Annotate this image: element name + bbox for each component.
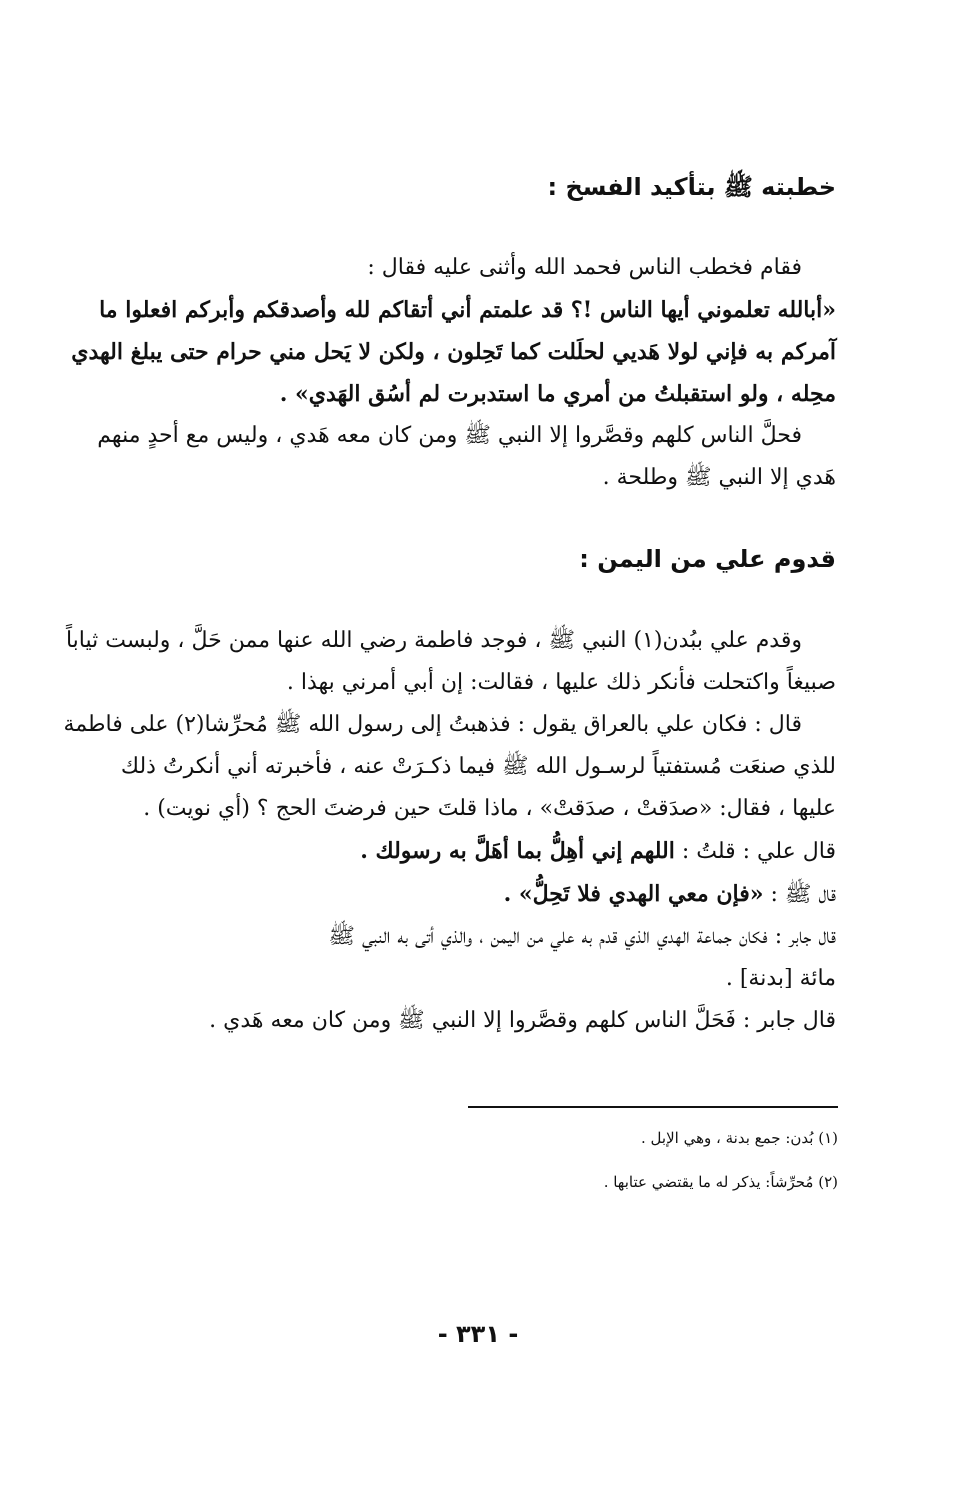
section-heading-sermon: خطبته ﷺ بتأكيد الفسخ : [547, 173, 836, 201]
quote-text: «فإن معي الهدي فلا تَحِلُّ» . [503, 881, 764, 907]
text-line [124, 830, 836, 873]
text-line: قال جابر : فكان جماعة الهدي الذي قدم به علي من اليمن ، والذي أتى به النبي ﷺ [328, 924, 836, 949]
footnote-divider [468, 1106, 838, 1108]
text-line: عليها ، فقال: «صدَقتْ ، صدَقتْ» ، ماذا قلتَ حين فرضتَ الحج ؟ (أي نويت) . [143, 796, 836, 821]
line-prefix: قال علي : قلتُ : [674, 839, 836, 864]
text-line [124, 873, 836, 916]
text-line: فحلَّ الناس كلهم وقصَّروا إلا النبي ﷺ ومن كان معه هَدي ، وليس مع أحدٍ منهم [97, 423, 802, 448]
text-line: هَدي إلا النبي ﷺ وطلحة . [602, 465, 836, 490]
text-line: للذي صنعَت مُستفتياً لرسـول الله ﷺ فيما ذكـرَتْ عنه ، فأخبرته أني أنكرتُ ذلك [120, 754, 836, 779]
quote-line: آمركم به فإني لولا هَديي لحلَلت كما تَحِلون ، ولكن لا يَحل مني حرام حتى يبلغ الهدي [71, 339, 836, 365]
ali-paragraphs [63, 620, 836, 1042]
line-prefix: قال ﷺ : [763, 882, 836, 907]
footnote-1: (١) بُدن: جمع بدنة ، وهي الإبل . [641, 1129, 838, 1147]
quote-text: اللهم إني أهِلُّ بما أهَلَّ به رسولك . [360, 838, 675, 864]
text-line: قال : فكان علي بالعراق يقول : فذهبتُ إلى رسول الله ﷺ مُحرِّشا(٢) على فاطمة [63, 712, 802, 737]
sermon-paragraph [71, 247, 836, 499]
text-line: قال جابر : فَحَلَّ الناس كلهم وقصَّروا إلا النبي ﷺ ومن كان معه هَدي . [209, 1008, 836, 1033]
text-line: صبيغاً واكتحلت فأنكر ذلك عليها ، فقالت: إن أبي أمرني بهذا . [286, 670, 836, 695]
section-heading-ali: قدوم علي من اليمن : [579, 545, 836, 573]
intro-line: فقام فخطب الناس فحمد الله وأثنى عليه فقال : [367, 255, 802, 280]
text-line: وقدم علي ببُدن(١) النبي ﷺ ، فوجد فاطمة رضي الله عنها ممن حَلَّ ، ولبست ثياباً [65, 628, 802, 653]
footnote-2: (٢) مُحرِّشاً: يذكر له ما يقتضي عتابها . [603, 1173, 838, 1191]
page-number: - ٣٣١ - [437, 1320, 519, 1348]
quote-line: محِله ، ولو استقبلتُ من أمري ما استدبرت لم أسُق الهَدي» . [279, 381, 836, 407]
quote-line: «أبالله تعلموني أيها الناس !؟ قد علمتم أني أتقاكم لله وأصدقكم وأبركم افعلوا ما [99, 297, 836, 323]
text-line: مائة [بدنة] . [725, 966, 836, 991]
